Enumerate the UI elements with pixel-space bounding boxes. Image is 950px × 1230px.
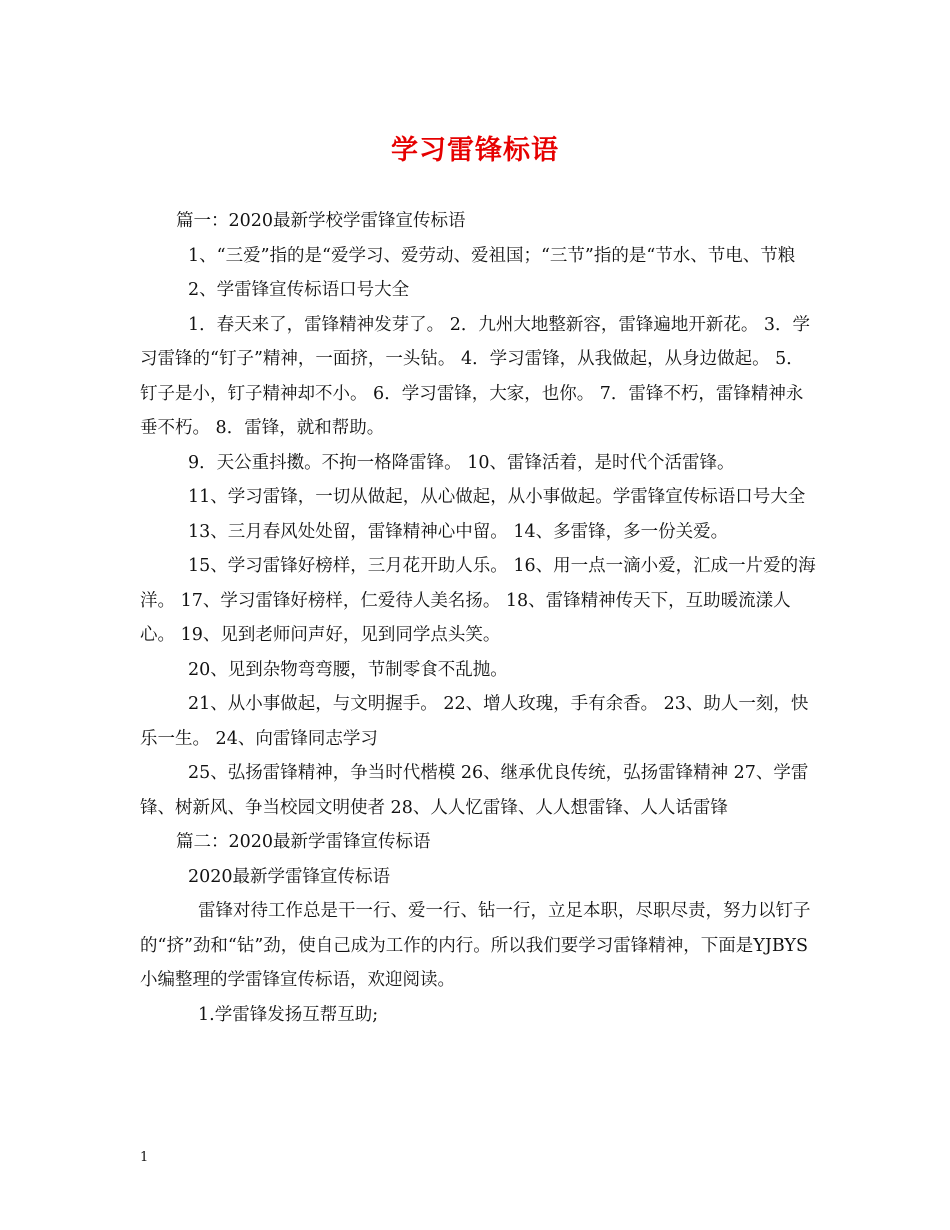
paragraph: 2、学雷锋宣传标语口号大全 (188, 280, 410, 300)
sub-heading: 2020最新学雷锋宣传标语 (188, 866, 391, 887)
section-heading-2: 篇二：2020最新学雷锋宣传标语 (176, 832, 431, 852)
paragraph: 9．天公重抖擞。不拘一格降雷锋。 10、雷锋活着，是时代个活雷锋。 (188, 452, 735, 473)
page-number: 1 (140, 1150, 149, 1165)
list-item: 1.学雷锋发扬互帮互助; (198, 1004, 379, 1025)
paragraph: 1．春天来了，雷锋精神发芽了。 2．九州大地整新容，雷锋遍地开新花。 3．学习雷锋的“钉子”精神，一面挤，一头钻。 4．学习雷锋，从我做起，从身边做起。 5．钉子是小，钉子精神却不小。 6．学习雷锋，大家，也你。 7．雷锋不朽，雷锋精神永垂不朽。 8．雷锋，就和帮助。 (140, 314, 811, 438)
document-body (140, 204, 820, 1032)
paragraph: 雷锋对待工作总是干一行、爱一行、钻一行，立足本职，尽职尽责，努力以钉子的“挤”劲和“钻”劲，使自己成为工作的内行。所以我们要学习雷锋精神，下面是YJBYS小编整理的学雷锋宣传标语，欢迎阅读。 (140, 901, 811, 990)
paragraph: 13、三月春风处处留，雷锋精神心中留。 14、多雷锋，多一份关爱。 (188, 521, 729, 542)
paragraph: 20、见到杂物弯弯腰，节制零食不乱抛。 (188, 659, 508, 680)
section-heading-1: 篇一：2020最新学校学雷锋宣传标语 (176, 211, 466, 231)
paragraph: 11、学习雷锋，一切从做起，从心做起，从小事做起。学雷锋宣传标语口号大全 (188, 487, 806, 507)
paragraph: 21、从小事做起，与文明握手。 22、增人玫瑰，手有余香。 23、助人一刻，快乐一生。 24、向雷锋同志学习 (140, 694, 809, 749)
paragraph: 25、弘扬雷锋精神，争当时代楷模 26、继承优良传统，弘扬雷锋精神 27、学雷锋、树新风、争当校园文明使者 28、人人忆雷锋、人人想雷锋、人人话雷锋 (140, 763, 809, 818)
paragraph: 1、“三爱”指的是“爱学习、爱劳动、爱祖国；“三节”指的是“节水、节电、节粮 (188, 245, 796, 266)
paragraph: 15、学习雷锋好榜样，三月花开助人乐。 16、用一点一滴小爱，汇成一片爱的海洋。 17、学习雷锋好榜样，仁爱待人美名扬。 18、雷锋精神传天下，互助暖流漾人心。 19、见到老师问声好，见到同学点头笑。 (140, 556, 816, 645)
document-title: 学习雷锋标语 (391, 135, 559, 166)
